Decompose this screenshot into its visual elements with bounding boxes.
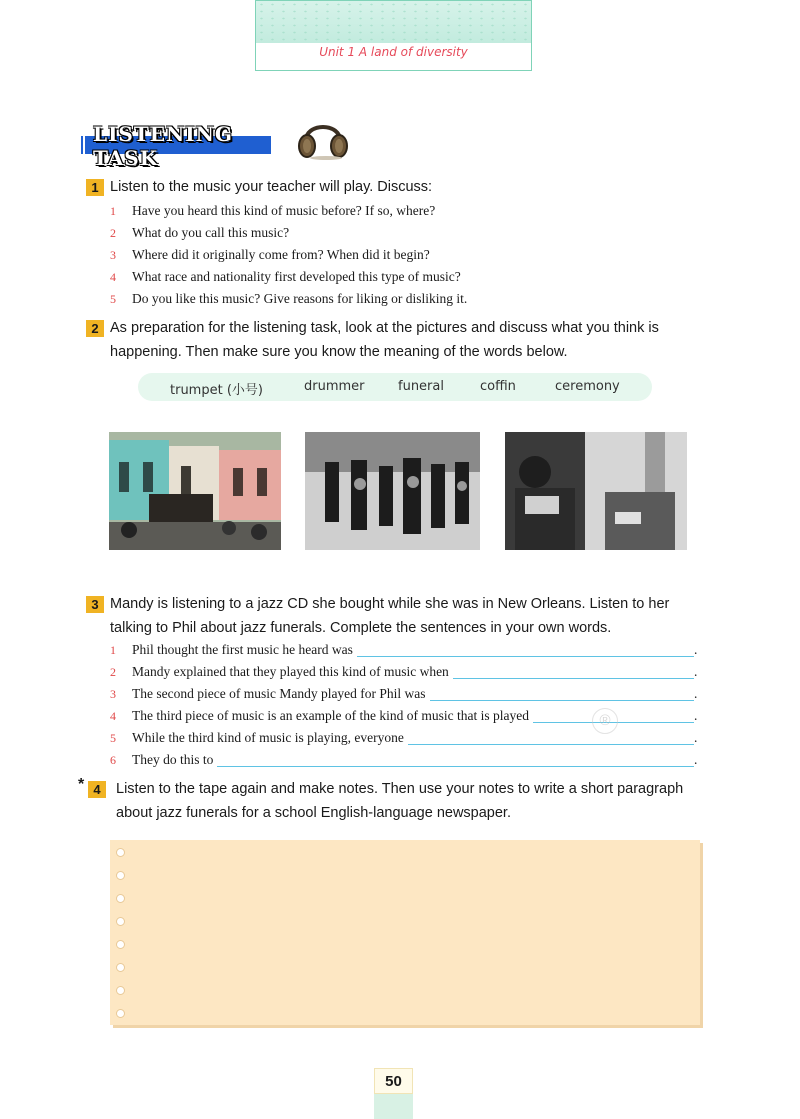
- task-1-prompt: Listen to the music your teacher will play. Discuss:: [110, 179, 433, 195]
- task-4-number: * 4: [88, 781, 106, 798]
- answer-blank[interactable]: [408, 731, 694, 745]
- task-2-number: 2: [86, 320, 104, 337]
- task-3-prompt-line-1: Mandy is listening to a jazz CD she bought while she was in New Orleans. Listen to her: [110, 596, 670, 612]
- task-4-prompt-line-2: about jazz funerals for a school English-language newspaper.: [116, 805, 511, 821]
- task-1-questions: [110, 200, 700, 310]
- list-item: 5 Do you like this music? Give reasons for liking or disliking it.: [110, 291, 468, 306]
- answer-blank[interactable]: [357, 643, 694, 657]
- list-item: 3 The second piece of music Mandy played for Phil was .: [110, 686, 698, 701]
- binder-hole-icon: [116, 963, 125, 972]
- vocab-word: coffin: [480, 379, 516, 394]
- list-item: 4 What race and nationality first developed this type of music?: [110, 269, 461, 284]
- section-title-block: [87, 118, 271, 170]
- section-title: LISTENING TASK: [93, 122, 233, 170]
- task-1-number: 1: [86, 179, 104, 196]
- list-item: 1 Have you heard this kind of music before? If so, where?: [110, 203, 436, 218]
- task-2-prompt-line-2: happening. Then make sure you know the meaning of the words below.: [110, 344, 568, 360]
- vocab-word: ceremony: [555, 379, 620, 394]
- binder-hole-icon: [116, 940, 125, 949]
- trumpeter-photo: [505, 432, 687, 550]
- binder-hole-icon: [116, 917, 125, 926]
- page-number-tab: [374, 1068, 413, 1119]
- list-item: 1 Phil thought the first music he heard was .: [110, 642, 698, 657]
- task-3-number: 3: [86, 596, 104, 613]
- headphones-icon: [296, 112, 350, 160]
- unit-title: Unit 1 A land of diversity: [319, 45, 468, 59]
- list-item: 4 The third piece of music is an example of the kind of music that is played .: [110, 708, 698, 723]
- list-item: 6 They do this to .: [110, 752, 698, 767]
- list-item: 2 Mandy explained that they played this kind of music when .: [110, 664, 698, 679]
- brass-band-photo: [305, 432, 480, 550]
- answer-blank[interactable]: [430, 687, 694, 701]
- vocab-word: funeral: [398, 379, 444, 394]
- task-3-sentences: [110, 639, 700, 771]
- list-item: 2 What do you call this music?: [110, 225, 290, 240]
- vocabulary-bar: [138, 373, 652, 401]
- vocab-word: drummer: [304, 379, 365, 394]
- binder-hole-icon: [116, 986, 125, 995]
- binder-hole-icon: [116, 871, 125, 880]
- registered-mark-icon: ®: [592, 708, 618, 734]
- task-2-prompt-line-1: As preparation for the listening task, look at the pictures and discuss what you think is: [110, 320, 659, 336]
- binder-hole-icon: [116, 1009, 125, 1018]
- header-pattern: [256, 1, 531, 43]
- list-item: 3 Where did it originally come from? When did it begin?: [110, 247, 430, 262]
- header-banner: [255, 0, 532, 71]
- task-4-prompt-line-1: Listen to the tape again and make notes. Then use your notes to write a short paragraph: [116, 781, 684, 797]
- list-item: 5 While the third kind of music is playing, everyone .: [110, 730, 698, 745]
- binder-hole-icon: [116, 848, 125, 857]
- task-3-prompt-line-2: talking to Phil about jazz funerals. Complete the sentences in your own words.: [110, 620, 612, 636]
- page-number: 50: [374, 1068, 413, 1094]
- notes-writing-area[interactable]: [110, 840, 700, 1025]
- answer-blank[interactable]: [453, 665, 694, 679]
- answer-blank[interactable]: [217, 753, 694, 767]
- funeral-street-photo: [109, 432, 281, 550]
- vocab-word: trumpet (小号): [170, 383, 263, 398]
- binder-hole-icon: [116, 894, 125, 903]
